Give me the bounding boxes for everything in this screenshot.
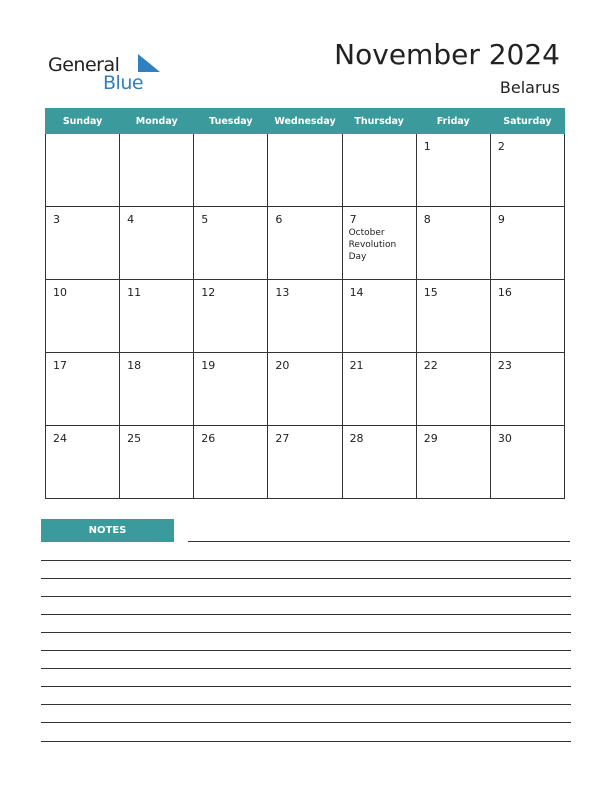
day-number: 28: [349, 432, 364, 445]
day-number: 20: [275, 359, 290, 372]
day-cell: [268, 353, 342, 426]
day-cell: [120, 207, 194, 280]
day-cell: [342, 280, 416, 353]
week-row: [46, 353, 565, 426]
week-row: [46, 426, 565, 499]
weekday-header: Wednesday: [268, 109, 342, 134]
day-cell: [490, 280, 564, 353]
notes-line: [41, 578, 571, 579]
notes-line: [41, 650, 571, 651]
day-number: 1: [423, 140, 431, 153]
day-cell: [194, 280, 268, 353]
weekday-header: Sunday: [46, 109, 120, 134]
day-cell: [46, 353, 120, 426]
day-number: 13: [275, 286, 290, 299]
day-cell: [46, 426, 120, 499]
day-number: 27: [275, 432, 290, 445]
weekday-header: Tuesday: [194, 109, 268, 134]
day-number: 6: [275, 213, 283, 226]
day-number: 21: [349, 359, 364, 372]
day-number: 10: [53, 286, 67, 299]
country-name: Belarus: [499, 78, 560, 97]
day-cell: [268, 280, 342, 353]
day-cell: [490, 207, 564, 280]
weekday-header: Saturday: [490, 109, 564, 134]
day-number: 5: [201, 213, 209, 226]
day-cell: [342, 134, 416, 207]
notes-line: [41, 560, 571, 561]
weekday-header-row: [46, 109, 565, 134]
day-cell: [194, 353, 268, 426]
day-cell: [194, 134, 268, 207]
day-cell: [268, 426, 342, 499]
day-cell: [416, 134, 490, 207]
day-cell: [46, 207, 120, 280]
day-cell: [268, 207, 342, 280]
day-number: 11: [127, 286, 142, 299]
weekday-header: Thursday: [342, 109, 416, 134]
day-cell: [342, 426, 416, 499]
notes-line: [41, 614, 571, 615]
day-cell: [416, 280, 490, 353]
day-number: 22: [423, 359, 438, 372]
day-cell: [342, 207, 416, 280]
day-cell: [120, 353, 194, 426]
day-number: 8: [423, 213, 431, 226]
day-number: 25: [127, 432, 142, 445]
day-number: 7: [349, 213, 357, 226]
weekday-header: Friday: [416, 109, 490, 134]
day-number: 4: [127, 213, 135, 226]
calendar-grid: [45, 108, 565, 499]
notes-line: [188, 541, 570, 542]
day-cell: [194, 426, 268, 499]
day-number: 29: [423, 432, 438, 445]
logo-general-text: General: [48, 54, 120, 76]
day-number: 17: [53, 359, 67, 372]
day-cell: [46, 134, 120, 207]
day-cell: [268, 134, 342, 207]
day-number: 23: [497, 359, 512, 372]
day-number: 15: [423, 286, 438, 299]
day-number: 2: [497, 140, 505, 153]
notes-line: [41, 741, 571, 742]
notes-line: [41, 722, 571, 723]
day-cell: [120, 426, 194, 499]
day-number: 9: [497, 213, 505, 226]
day-number: 16: [497, 286, 512, 299]
day-number: 24: [53, 432, 67, 445]
day-cell: [120, 134, 194, 207]
week-row: [46, 134, 565, 207]
notes-line: [41, 704, 571, 705]
day-cell: [416, 353, 490, 426]
weekday-header: Monday: [120, 109, 194, 134]
notes-label: NOTES: [41, 519, 174, 542]
week-row: [46, 280, 565, 353]
day-number: 26: [201, 432, 216, 445]
generalblue-logo: [48, 50, 158, 94]
day-cell: [194, 207, 268, 280]
day-number: 19: [201, 359, 216, 372]
day-cell: [46, 280, 120, 353]
day-number: 12: [201, 286, 216, 299]
notes-line: [41, 632, 571, 633]
day-cell: [416, 207, 490, 280]
day-cell: [490, 426, 564, 499]
notes-line: [41, 668, 571, 669]
calendar-title: November 2024: [334, 38, 560, 71]
day-number: 30: [497, 432, 512, 445]
day-number: 18: [127, 359, 142, 372]
logo-triangle-icon: [138, 54, 160, 72]
holiday-label: October Revolution Day: [348, 228, 397, 262]
day-cell: [490, 134, 564, 207]
notes-line: [41, 596, 571, 597]
day-cell: [416, 426, 490, 499]
notes-line: [41, 686, 571, 687]
day-number: 3: [53, 213, 60, 226]
day-number: 14: [349, 286, 364, 299]
day-cell: [490, 353, 564, 426]
week-row: [46, 207, 565, 280]
day-cell: [120, 280, 194, 353]
logo-blue-text: Blue: [103, 72, 144, 94]
day-cell: [342, 353, 416, 426]
